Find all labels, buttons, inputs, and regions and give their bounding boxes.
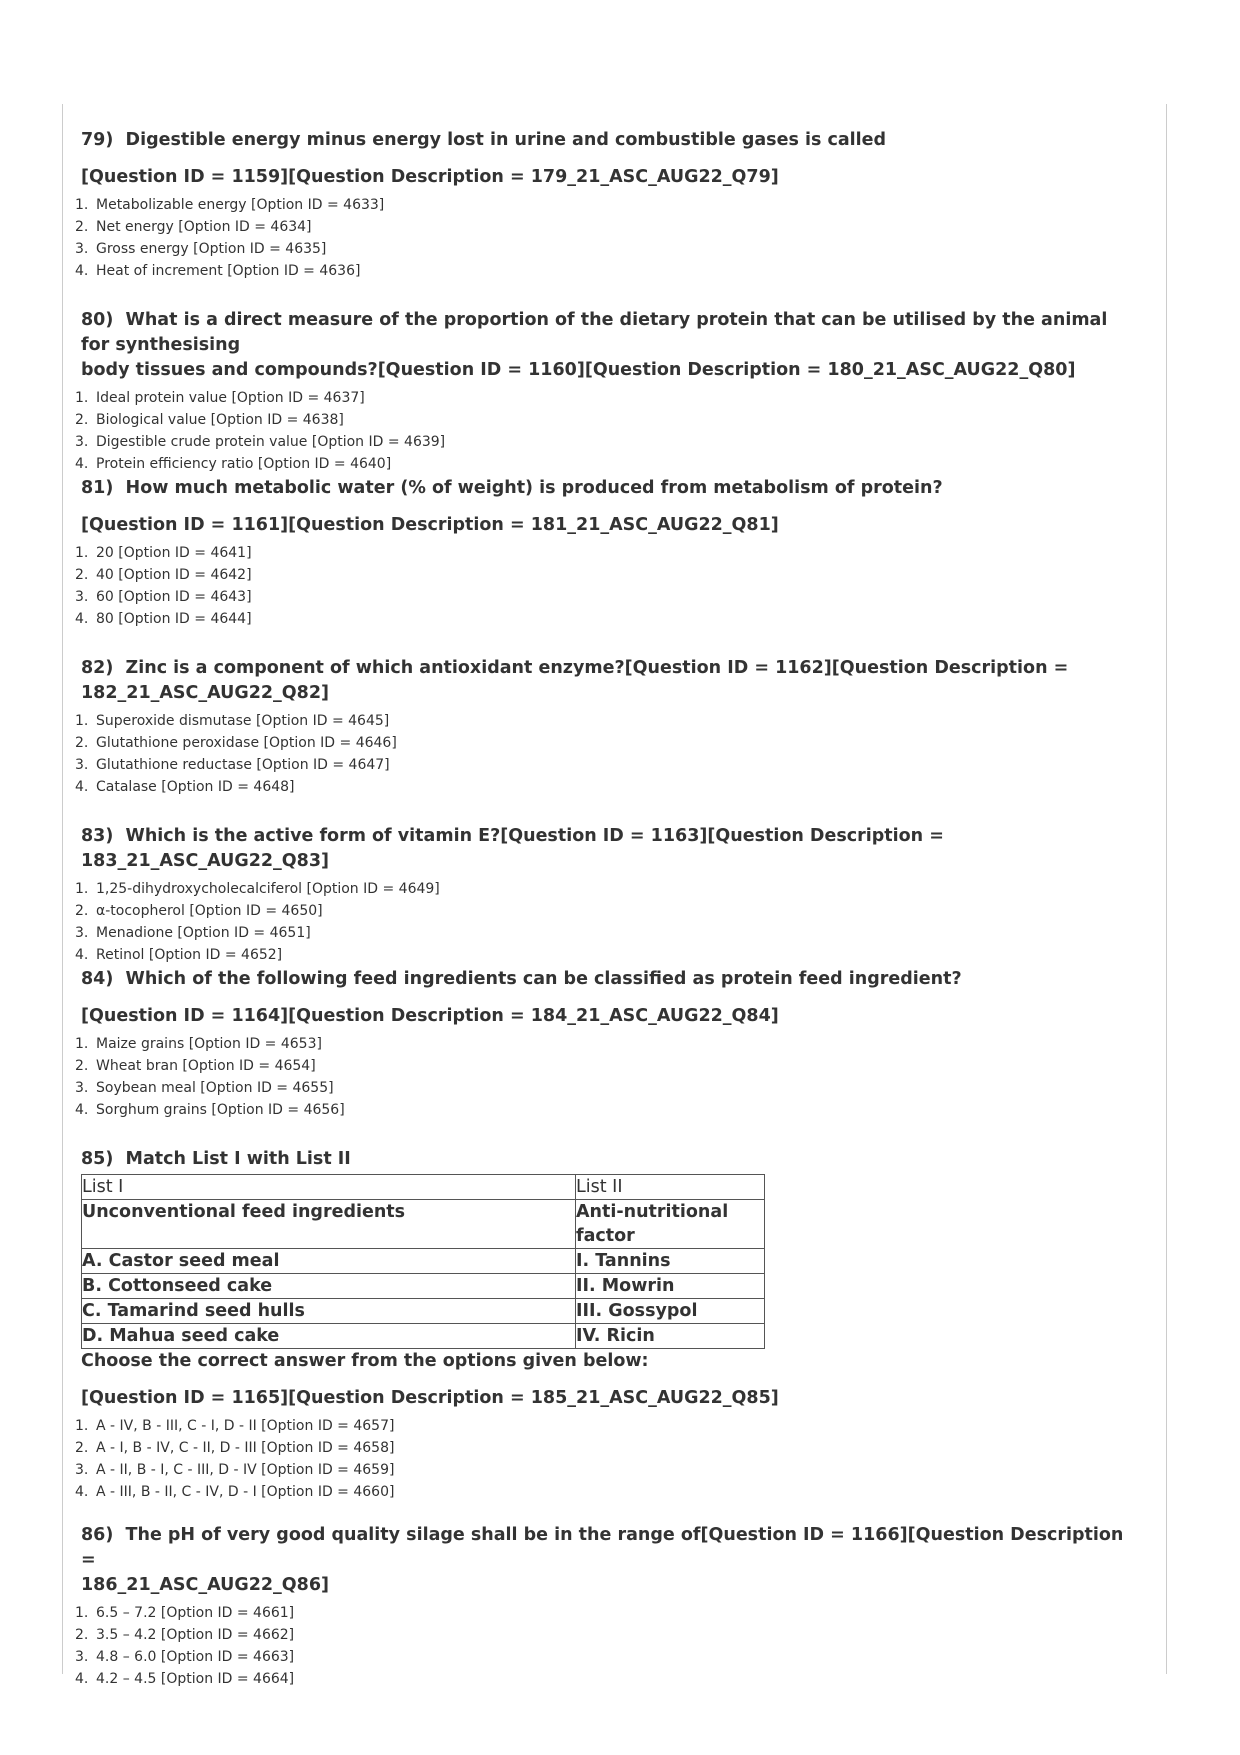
option-item: 1. Maize grains [Option ID = 4653] <box>75 1036 322 1052</box>
option-item: 3. 4.8 – 6.0 [Option ID = 4663] <box>75 1649 295 1665</box>
question-id-line: [Question ID = 1159][Question Description = 179_21_ASC_AUG22_Q79] <box>81 167 779 187</box>
question-text: Match List I with List II <box>125 1149 351 1169</box>
table-row <box>82 1274 765 1299</box>
table-cell: II. Mowrin <box>576 1274 765 1299</box>
option-item: 1. Ideal protein value [Option ID = 4637] <box>75 390 365 406</box>
table-row <box>82 1324 765 1349</box>
question-83 <box>75 824 1141 966</box>
question-text: Which of the following feed ingredients can be classified as protein feed ingredient? <box>125 969 962 989</box>
question-id-line: [Question ID = 1161][Question Description = 181_21_ASC_AUG22_Q81] <box>81 515 779 535</box>
question-number: 85) <box>81 1149 114 1169</box>
option-item: 3. Menadione [Option ID = 4651] <box>75 925 311 941</box>
option-item: 3. Gross energy [Option ID = 4635] <box>75 241 327 257</box>
option-list <box>75 878 1141 966</box>
table-cell: B. Cottonseed cake <box>82 1274 576 1299</box>
option-item: 4. Protein efficiency ratio [Option ID = 4640] <box>75 456 392 472</box>
option-item: 2. Biological value [Option ID = 4638] <box>75 412 344 428</box>
option-item: 3. 60 [Option ID = 4643] <box>75 589 252 605</box>
option-item: 1. Superoxide dismutase [Option ID = 4645] <box>75 713 390 729</box>
option-list <box>75 542 1141 630</box>
option-item: 4. Catalase [Option ID = 4648] <box>75 779 295 795</box>
option-item: 3. Digestible crude protein value [Option ID = 4639] <box>75 434 446 450</box>
table-cell: I. Tannins <box>576 1249 765 1274</box>
right-margin-rule <box>1166 104 1167 1674</box>
table-header-row <box>82 1175 765 1200</box>
option-item: 2. 40 [Option ID = 4642] <box>75 567 252 583</box>
table-cell: List II <box>576 1175 765 1200</box>
table-row <box>82 1299 765 1324</box>
option-item: 4. A - III, B - II, C - IV, D - I [Option ID = 4660] <box>75 1484 395 1500</box>
option-item: 2. 3.5 – 4.2 [Option ID = 4662] <box>75 1627 295 1643</box>
match-table <box>81 1174 765 1349</box>
table-cell: D. Mahua seed cake <box>82 1324 576 1349</box>
question-82 <box>75 656 1141 798</box>
question-number: 84) <box>81 969 114 989</box>
option-item: 2. Glutathione peroxidase [Option ID = 4646] <box>75 735 397 751</box>
option-item: 4. Sorghum grains [Option ID = 4656] <box>75 1102 345 1118</box>
option-item: 4. Heat of increment [Option ID = 4636] <box>75 263 361 279</box>
table-cell: List I <box>82 1175 576 1200</box>
question-instruction: Choose the correct answer from the options given below: <box>81 1351 649 1371</box>
question-number: 79) <box>81 130 114 150</box>
question-number: 80) <box>81 310 114 330</box>
option-item: 1. A - IV, B - III, C - I, D - II [Option ID = 4657] <box>75 1418 395 1434</box>
question-79 <box>75 128 1141 282</box>
question-text-continued: body tissues and compounds?[Question ID = 1160][Question Description = 180_21_ASC_AUG22_Q80] <box>81 360 1076 380</box>
option-item: 1. 6.5 – 7.2 [Option ID = 4661] <box>75 1605 295 1621</box>
option-item: 3. A - II, B - I, C - III, D - IV [Option ID = 4659] <box>75 1462 395 1478</box>
option-item: 4. Retinol [Option ID = 4652] <box>75 947 283 963</box>
table-cell: III. Gossypol <box>576 1299 765 1324</box>
option-list <box>75 194 1141 282</box>
option-list <box>75 1033 1141 1121</box>
question-id-line: [Question ID = 1165][Question Description = 185_21_ASC_AUG22_Q85] <box>81 1388 779 1408</box>
question-text: What is a direct measure of the proportion of the dietary protein that can be utilised by the animal for synthesising <box>81 310 1108 355</box>
question-86 <box>75 1523 1141 1690</box>
question-81 <box>75 476 1141 630</box>
option-item: 2. α-tocopherol [Option ID = 4650] <box>75 903 323 919</box>
question-number: 81) <box>81 478 114 498</box>
question-text: Zinc is a component of which antioxidant enzyme?[Question ID = 1162][Question Description = <box>125 658 1069 678</box>
question-number: 82) <box>81 658 114 678</box>
table-cell: Anti-nutritional factor <box>576 1200 765 1249</box>
table-cell: Unconventional feed ingredients <box>82 1200 576 1249</box>
option-item: 2. Net energy [Option ID = 4634] <box>75 219 312 235</box>
option-list <box>75 387 1141 475</box>
table-cell: C. Tamarind seed hulls <box>82 1299 576 1324</box>
option-item: 3. Soybean meal [Option ID = 4655] <box>75 1080 334 1096</box>
option-list <box>75 1415 1141 1503</box>
table-row <box>82 1200 765 1249</box>
option-item: 2. Wheat bran [Option ID = 4654] <box>75 1058 316 1074</box>
question-text-continued: 182_21_ASC_AUG22_Q82] <box>81 683 330 703</box>
question-85 <box>75 1147 1141 1503</box>
question-number: 83) <box>81 826 114 846</box>
table-cell: IV. Ricin <box>576 1324 765 1349</box>
question-text: The pH of very good quality silage shall be in the range of[Question ID = 1166][Question Description = <box>81 1525 1124 1570</box>
option-item: 4. 4.2 – 4.5 [Option ID = 4664] <box>75 1671 295 1687</box>
option-item: 4. 80 [Option ID = 4644] <box>75 611 252 627</box>
option-item: 1. 20 [Option ID = 4641] <box>75 545 252 561</box>
table-cell: A. Castor seed meal <box>82 1249 576 1274</box>
option-list <box>75 710 1141 798</box>
question-text: Which is the active form of vitamin E?[Question ID = 1163][Question Description = 183_21_ASC_AUG22_Q83] <box>81 826 944 871</box>
question-text-continued: 186_21_ASC_AUG22_Q86] <box>81 1575 330 1595</box>
question-text: How much metabolic water (% of weight) is produced from metabolism of protein? <box>125 478 943 498</box>
left-margin-rule <box>62 104 63 1674</box>
option-item: 1. 1,25-dihydroxycholecalciferol [Option ID = 4649] <box>75 881 440 897</box>
question-number: 86) <box>81 1525 114 1545</box>
question-80 <box>75 308 1141 475</box>
question-text: Digestible energy minus energy lost in urine and combustible gases is called <box>125 130 887 150</box>
option-item: 3. Glutathione reductase [Option ID = 4647] <box>75 757 390 773</box>
question-84 <box>75 967 1141 1121</box>
table-row <box>82 1249 765 1274</box>
option-item: 2. A - I, B - IV, C - II, D - III [Option ID = 4658] <box>75 1440 395 1456</box>
option-item: 1. Metabolizable energy [Option ID = 4633] <box>75 197 385 213</box>
question-id-line: [Question ID = 1164][Question Description = 184_21_ASC_AUG22_Q84] <box>81 1006 779 1026</box>
option-list <box>75 1602 1141 1690</box>
